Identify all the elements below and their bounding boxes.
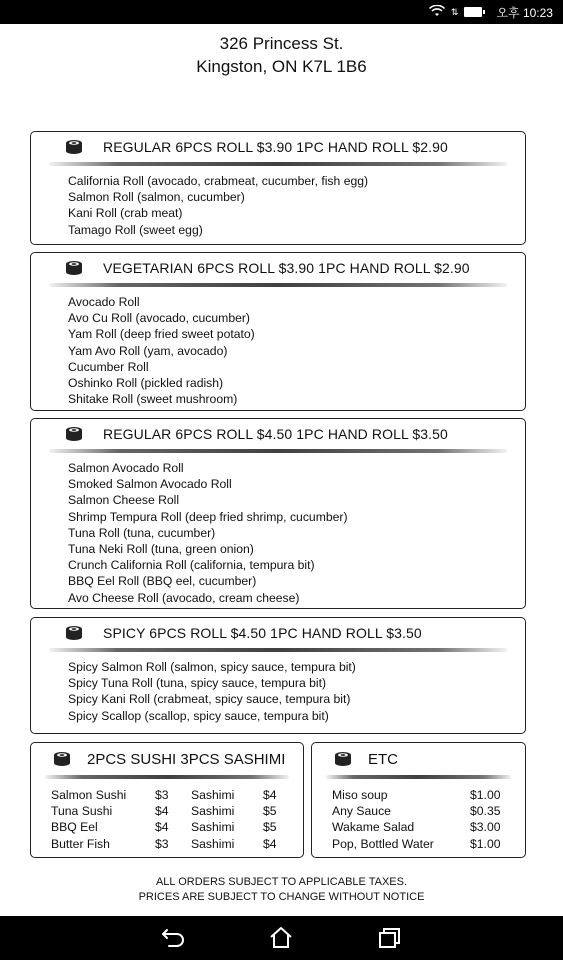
item-price: $3: [155, 836, 169, 851]
footer-line-2: PRICES ARE SUBJECT TO CHANGE WITHOUT NOTICE: [138, 891, 425, 903]
list-item: Yam Avo Roll (yam, avocado): [68, 343, 228, 358]
list-item: Oshinko Roll (pickled radish): [68, 376, 224, 391]
sashimi-label: Sashimi: [191, 788, 235, 802]
section-header: [31, 419, 525, 449]
menu-section-spicy: [30, 617, 526, 734]
sushi-icon: [65, 139, 83, 155]
item-name: BBQ Eel: [51, 820, 98, 835]
list-item: Salmon Roll (salmon, cucumber): [68, 190, 245, 205]
sashimi-price: $4: [263, 788, 277, 802]
footer-line-1: ALL ORDERS SUBJECT TO APPLICABLE TAXES.: [155, 876, 408, 888]
item-price: $1.00: [470, 788, 501, 802]
brush-divider: [49, 648, 507, 652]
list-item: Tuna Roll (tuna, cucumber): [68, 525, 216, 540]
section-title: VEGETARIAN 6PCS ROLL $3.90 1PC HAND ROLL $2.90: [103, 260, 470, 276]
list-item: Spicy Tuna Roll (tuna, spicy sauce, tempura bit): [68, 676, 327, 691]
table-row: [51, 787, 277, 803]
brush-divider: [326, 775, 511, 779]
list-item: Avo Cheese Roll (avocado, cream cheese): [68, 590, 300, 605]
sushi-icon: [65, 426, 83, 442]
recent-apps-icon[interactable]: [376, 926, 402, 950]
battery-icon: [464, 7, 482, 17]
brush-divider: [49, 162, 507, 166]
item-price: $4: [155, 804, 169, 819]
table-row: [332, 787, 501, 803]
section-header: [31, 132, 525, 162]
sashimi-label: Sashimi: [191, 820, 235, 835]
list-item: Spicy Scallop (scallop, spicy sauce, tempura bit): [68, 708, 329, 723]
section-title: REGULAR 6PCS ROLL $4.50 1PC HAND ROLL $3.50: [103, 426, 448, 442]
table-row: [51, 836, 277, 852]
item-name: Any Sauce: [332, 804, 391, 819]
list-item: Tamago Roll (sweet egg): [68, 222, 203, 237]
table-row: [51, 803, 277, 819]
menu-section-regular-450: [30, 418, 526, 609]
sashimi-price: $5: [263, 820, 277, 835]
sushi-icon: [65, 625, 83, 641]
item-name: Wakame Salad: [332, 820, 415, 835]
table-row: [332, 819, 501, 835]
section-header: [312, 743, 525, 775]
list-item: Salmon Cheese Roll: [68, 493, 180, 508]
section-title: 2PCS SUSHI 3PCS SASHIMI: [87, 750, 286, 768]
menu-section-regular-390: [30, 131, 526, 245]
list-item: Spicy Kani Roll (crabmeat, spicy sauce, tempura bit): [68, 692, 351, 707]
section-items: [68, 173, 368, 238]
etc-price-table: [332, 787, 501, 852]
list-item: Avocado Roll: [68, 295, 140, 309]
data-arrows-icon: ⇅: [450, 6, 459, 17]
store-address: [0, 32, 563, 78]
section-header: [31, 618, 525, 648]
list-item: Tuna Neki Roll (tuna, green onion): [68, 542, 254, 557]
section-items: [68, 460, 348, 606]
sashimi-price: $5: [263, 804, 277, 819]
item-price: $0.35: [470, 804, 501, 819]
sushi-price-table: [51, 787, 277, 852]
section-items: [68, 294, 255, 407]
list-item: Yam Roll (deep fried sweet potato): [68, 327, 255, 342]
wifi-icon: [429, 5, 445, 20]
brush-divider: [49, 283, 507, 287]
navigation-bar: [0, 916, 563, 960]
list-item: Spicy Salmon Roll (salmon, spicy sauce, tempura bit): [68, 660, 356, 674]
item-price: $3: [155, 788, 169, 802]
section-title: SPICY 6PCS ROLL $4.50 1PC HAND ROLL $3.50: [103, 625, 422, 641]
sushi-icon: [65, 260, 83, 276]
item-name: Miso soup: [332, 788, 388, 802]
section-title: REGULAR 6PCS ROLL $3.90 1PC HAND ROLL $2.90: [103, 139, 448, 155]
back-icon[interactable]: [161, 926, 187, 950]
section-items: [68, 659, 356, 724]
list-item: Crunch California Roll (california, tempura bit): [68, 558, 315, 573]
brush-divider: [49, 449, 507, 453]
table-row: [51, 819, 277, 835]
item-price: $3.00: [470, 820, 501, 835]
list-item: Shrimp Tempura Roll (deep fried shrimp, cucumber): [68, 509, 348, 524]
item-name: Salmon Sushi: [51, 788, 127, 802]
sashimi-price: $4: [263, 836, 277, 851]
item-price: $4: [155, 820, 169, 835]
list-item: Smoked Salmon Avocado Roll: [68, 477, 232, 492]
item-name: Butter Fish: [51, 836, 110, 851]
list-item: Shitake Roll (sweet mushroom): [68, 392, 238, 407]
item-name: Tuna Sushi: [51, 804, 113, 819]
home-icon[interactable]: [268, 926, 294, 950]
footer-notice: [0, 875, 563, 905]
list-item: Avo Cu Roll (avocado, cucumber): [68, 311, 250, 326]
list-item: Salmon Avocado Roll: [68, 461, 184, 475]
item-name: Pop, Bottled Water: [332, 836, 434, 851]
menu-section-etc: [311, 742, 526, 858]
status-bar: [0, 0, 563, 24]
section-header: [31, 253, 525, 283]
address-line-1: 326 Princess St.: [219, 34, 344, 53]
item-price: $1.00: [470, 836, 501, 851]
status-time: 오후 10:23: [496, 5, 553, 20]
list-item: Kani Roll (crab meat): [68, 206, 183, 221]
brush-divider: [45, 775, 289, 779]
menu-section-vegetarian: [30, 252, 526, 411]
section-title: ETC: [368, 750, 398, 768]
list-item: BBQ Eel Roll (BBQ eel, cucumber): [68, 574, 257, 589]
menu-section-sushi-sashimi: [30, 742, 304, 858]
table-row: [332, 836, 501, 852]
sashimi-label: Sashimi: [191, 804, 235, 819]
address-line-2: Kingston, ON K7L 1B6: [196, 57, 367, 76]
sashimi-label: Sashimi: [191, 836, 235, 851]
section-header: [31, 743, 303, 775]
list-item: California Roll (avocado, crabmeat, cucumber, fish egg): [68, 174, 369, 188]
sushi-icon: [334, 751, 352, 767]
sushi-icon: [53, 751, 71, 767]
list-item: Cucumber Roll: [68, 359, 149, 374]
table-row: [332, 803, 501, 819]
